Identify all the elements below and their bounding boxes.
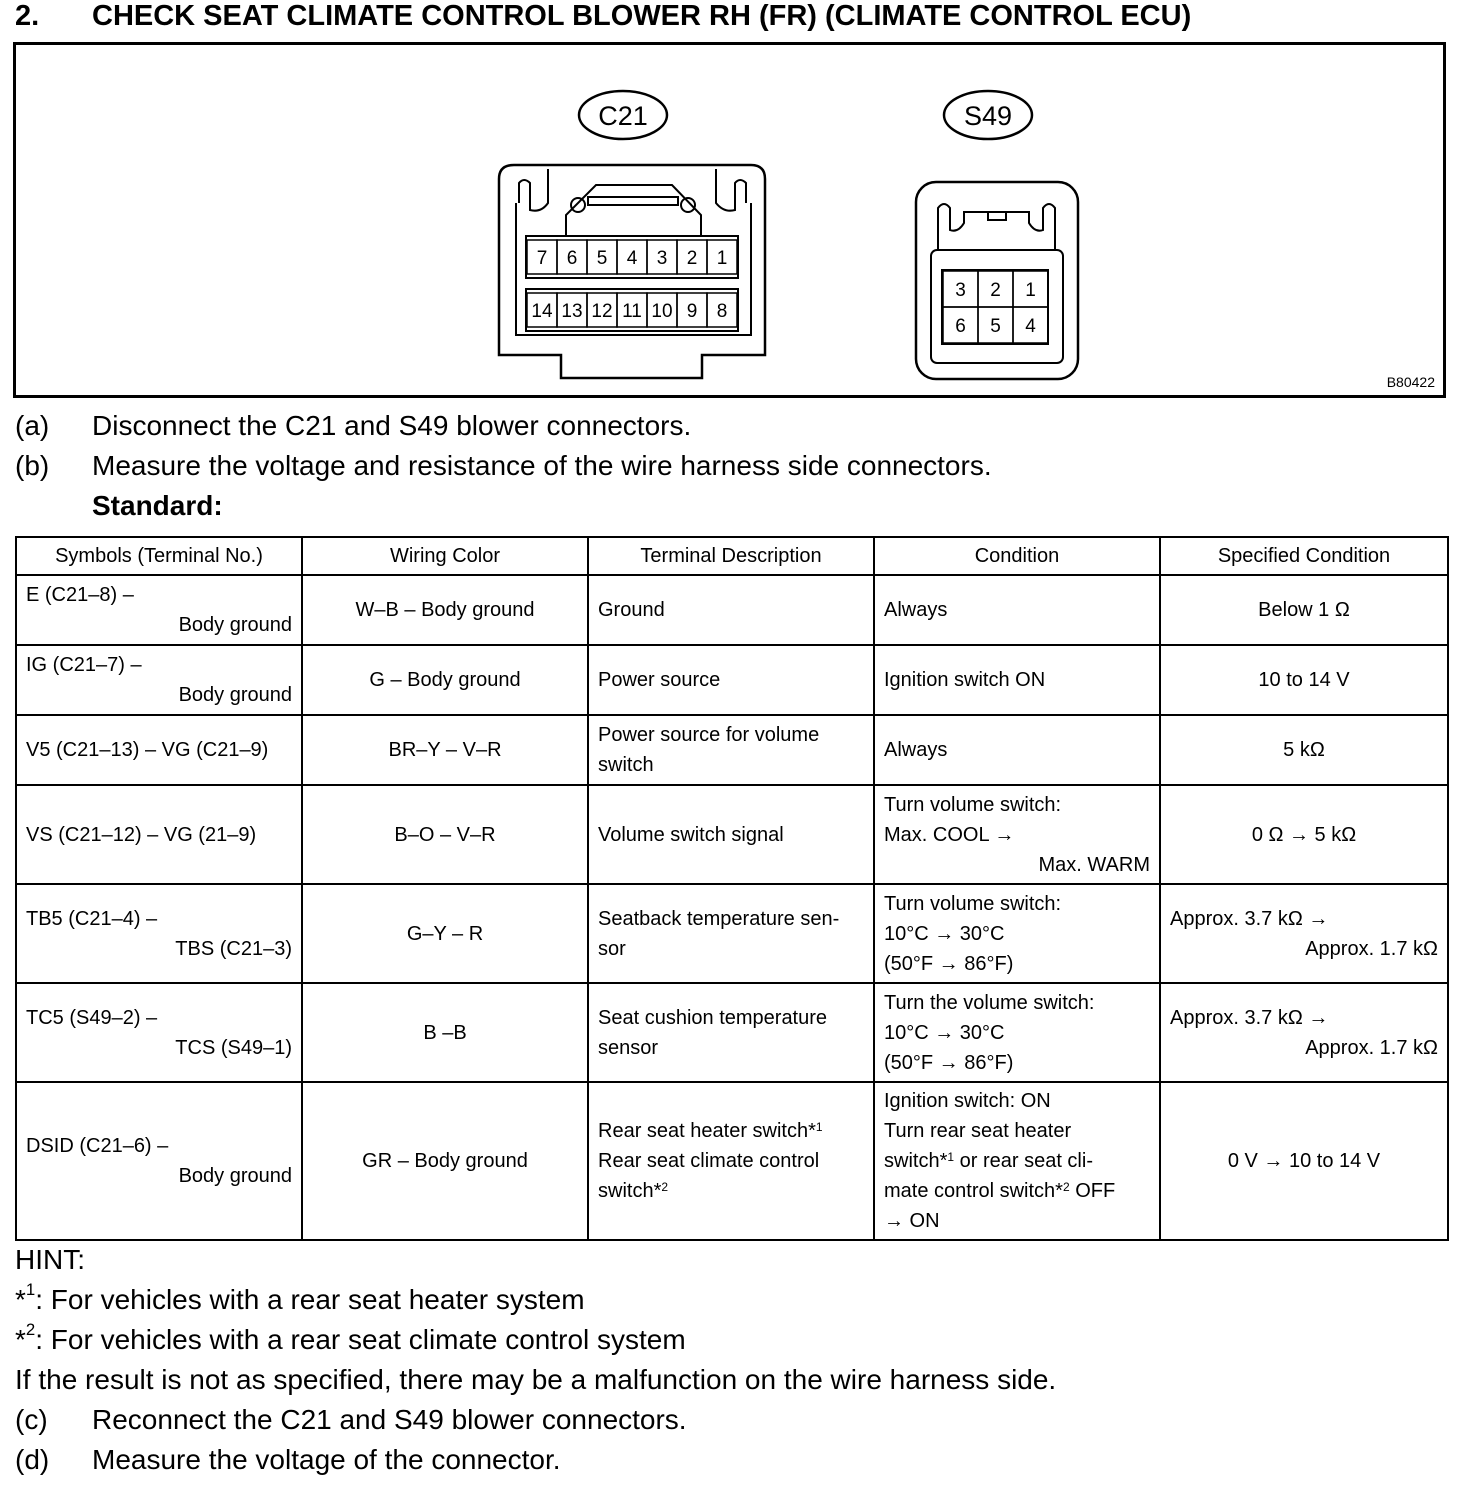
step-c-text: Reconnect the C21 and S49 blower connectors. — [92, 1404, 687, 1435]
connector-diagram — [16, 45, 1443, 395]
table-row — [16, 1082, 1448, 1240]
cell-spec — [1160, 983, 1448, 1082]
cell-symbol: VS (C21–12) – VG (21–9) — [16, 785, 302, 884]
desc-line1: Rear seat heater switch*$^1$ — [598, 1120, 823, 1142]
desc-line1: Power source for volume — [598, 724, 820, 746]
desc-line2: sensor — [598, 1036, 659, 1059]
step-a-text: Disconnect the C21 and S49 blower connectors. — [92, 410, 692, 441]
c21-pin-number: 2 — [686, 247, 698, 269]
c21-pin-number: 10 — [651, 300, 673, 322]
c21-pin-number: 7 — [536, 247, 548, 269]
cell-symbol — [16, 884, 302, 983]
cond-line3: (50°F → 86°F) — [884, 1051, 1014, 1074]
step-b-text: Measure the voltage and resistance of the wire harness side connectors. — [92, 450, 992, 481]
cond-line1: Ignition switch: ON — [884, 1090, 1051, 1112]
cond-line5: → ON — [884, 1210, 940, 1232]
cell-spec — [1160, 884, 1448, 983]
s49-pin-number: 5 — [990, 315, 1001, 337]
table-row — [16, 983, 1448, 1082]
cond-line2: Turn rear seat heater — [884, 1120, 1072, 1142]
cell-spec: 10 to 14 V — [1160, 645, 1448, 715]
cell-condition — [874, 1082, 1160, 1240]
c21-pin-number: 14 — [531, 300, 553, 322]
c21-pin-number: 4 — [626, 247, 638, 269]
cell-description: Ground — [588, 575, 874, 645]
cond-line3: switch*$^1$ or rear seat cli- — [884, 1150, 1093, 1172]
hint-note-1: *$^1$: For vehicles with a rear seat heater system — [15, 1280, 585, 1315]
connector-figure — [13, 42, 1446, 398]
symbol-line2: Body ground — [178, 614, 292, 636]
c21-pin-number: 12 — [591, 300, 613, 322]
c21-pin-grid — [527, 240, 737, 327]
c21-pin-number: 1 — [716, 247, 728, 269]
symbol-line2: TCS (S49–1) — [175, 1036, 292, 1059]
cell-description — [588, 983, 874, 1082]
cell-description: Volume switch signal — [588, 785, 874, 884]
cell-spec: 0 V → 10 to 14 V — [1160, 1082, 1448, 1240]
symbol-line2: Body ground — [178, 684, 292, 706]
header-wiring: Wiring Color — [302, 537, 588, 575]
header-specified: Specified Condition — [1160, 537, 1448, 575]
hint-result: If the result is not as specified, there may be a malfunction on the wire harness side. — [15, 1364, 1057, 1395]
table-row — [16, 715, 1448, 785]
cell-symbol — [16, 983, 302, 1082]
c21-pin-number: 5 — [596, 247, 608, 269]
cell-spec: 5 kΩ — [1160, 715, 1448, 785]
symbol-line2: TBS (C21–3) — [175, 937, 292, 960]
cell-description — [588, 715, 874, 785]
hint-note-2: *$^2$: For vehicles with a rear seat climate control system — [15, 1320, 686, 1355]
specification-table — [15, 536, 1449, 1241]
cell-description: Power source — [588, 645, 874, 715]
table-row — [16, 884, 1448, 983]
table-row — [16, 575, 1448, 645]
c21-pin-number: 11 — [622, 300, 642, 322]
cond-line1: Turn the volume switch: — [884, 991, 1095, 1014]
cond-line3: Max. WARM — [1038, 853, 1150, 876]
desc-line2: switch — [598, 754, 654, 776]
cell-condition — [874, 983, 1160, 1082]
cell-spec: 0 Ω → 5 kΩ — [1160, 785, 1448, 884]
s49-pin-number: 1 — [1025, 279, 1036, 301]
s49-pin-number: 6 — [955, 315, 966, 337]
cell-wiring: W–B – Body ground — [302, 575, 588, 645]
symbol-line1: IG (C21–7) – — [26, 654, 142, 676]
cell-condition: Ignition switch ON — [874, 645, 1160, 715]
table-row — [16, 645, 1448, 715]
c21-pin-number: 8 — [716, 300, 728, 322]
desc-line3: switch*$^2$ — [598, 1180, 669, 1202]
desc-line1: Seat cushion temperature — [598, 1006, 828, 1029]
cell-condition — [874, 884, 1160, 983]
cell-symbol — [16, 645, 302, 715]
step-d-label: (d) — [15, 1444, 50, 1475]
cond-line2: Max. COOL → — [884, 823, 1015, 846]
cond-line1: Turn volume switch: — [884, 892, 1062, 915]
cond-line2: 10°C → 30°C — [884, 1021, 1005, 1044]
cond-line4: mate control switch*$^2$ OFF — [884, 1180, 1116, 1202]
spec-line1: Approx. 3.7 kΩ → — [1170, 1006, 1329, 1029]
spec-line2: Approx. 1.7 kΩ — [1305, 937, 1438, 960]
symbol-line2: Body ground — [178, 1165, 292, 1187]
step-b-label: (b) — [15, 450, 50, 481]
cell-wiring: G–Y – R — [302, 884, 588, 983]
cell-spec: Below 1 Ω — [1160, 575, 1448, 645]
symbol-line1: TC5 (S49–2) – — [26, 1006, 158, 1029]
cell-wiring: B –B — [302, 983, 588, 1082]
cell-condition: Always — [874, 575, 1160, 645]
c21-pin-number: 3 — [656, 247, 668, 269]
c21-label: C21 — [598, 101, 648, 131]
section-title: CHECK SEAT CLIMATE CONTROL BLOWER RH (FR) (CLIMATE CONTROL ECU) — [92, 0, 1192, 32]
header-condition: Condition — [874, 537, 1160, 575]
header-description: Terminal Description — [588, 537, 874, 575]
spec-line2: Approx. 1.7 kΩ — [1305, 1036, 1438, 1059]
step-d-text: Measure the voltage of the connector. — [92, 1444, 561, 1475]
section-number: 2. — [15, 0, 40, 32]
spec-line1: Approx. 3.7 kΩ → — [1170, 907, 1329, 930]
standard-label: Standard: — [92, 490, 223, 521]
s49-pin-number: 2 — [990, 279, 1001, 301]
c21-pin-number: 9 — [686, 300, 698, 322]
s49-pin-number: 4 — [1025, 315, 1036, 337]
symbol-line1: DSID (C21–6) – — [26, 1135, 169, 1157]
cond-line1: Turn volume switch: — [884, 793, 1062, 816]
figure-code: B80422 — [1386, 374, 1435, 390]
cell-condition: Always — [874, 715, 1160, 785]
cell-condition — [874, 785, 1160, 884]
desc-line2: sor — [598, 937, 626, 960]
cell-wiring: BR–Y – V–R — [302, 715, 588, 785]
table-header-row — [16, 537, 1448, 575]
table-row — [16, 785, 1448, 884]
cell-wiring: G – Body ground — [302, 645, 588, 715]
cond-line2: 10°C → 30°C — [884, 922, 1005, 945]
step-c-label: (c) — [15, 1404, 48, 1435]
cell-symbol — [16, 1082, 302, 1240]
c21-pin-number: 6 — [566, 247, 578, 269]
step-a-label: (a) — [15, 410, 50, 441]
cond-line3: (50°F → 86°F) — [884, 952, 1014, 975]
c21-pin-number: 13 — [561, 300, 583, 322]
s49-pin-grid — [943, 271, 1048, 343]
desc-line1: Seatback temperature sen- — [598, 907, 840, 930]
cell-wiring: GR – Body ground — [302, 1082, 588, 1240]
cell-symbol — [16, 575, 302, 645]
cell-description — [588, 884, 874, 983]
symbol-line1: E (C21–8) – — [26, 584, 134, 606]
cell-symbol: V5 (C21–13) – VG (C21–9) — [16, 715, 302, 785]
cell-wiring: B–O – V–R — [302, 785, 588, 884]
s49-label: S49 — [963, 101, 1013, 131]
symbol-line1: TB5 (C21–4) – — [26, 907, 158, 930]
header-symbols: Symbols (Terminal No.) — [16, 537, 302, 575]
s49-pin-number: 3 — [955, 279, 966, 301]
desc-line2: Rear seat climate control — [598, 1150, 820, 1172]
cell-description — [588, 1082, 874, 1240]
hint-title: HINT: — [15, 1244, 85, 1275]
